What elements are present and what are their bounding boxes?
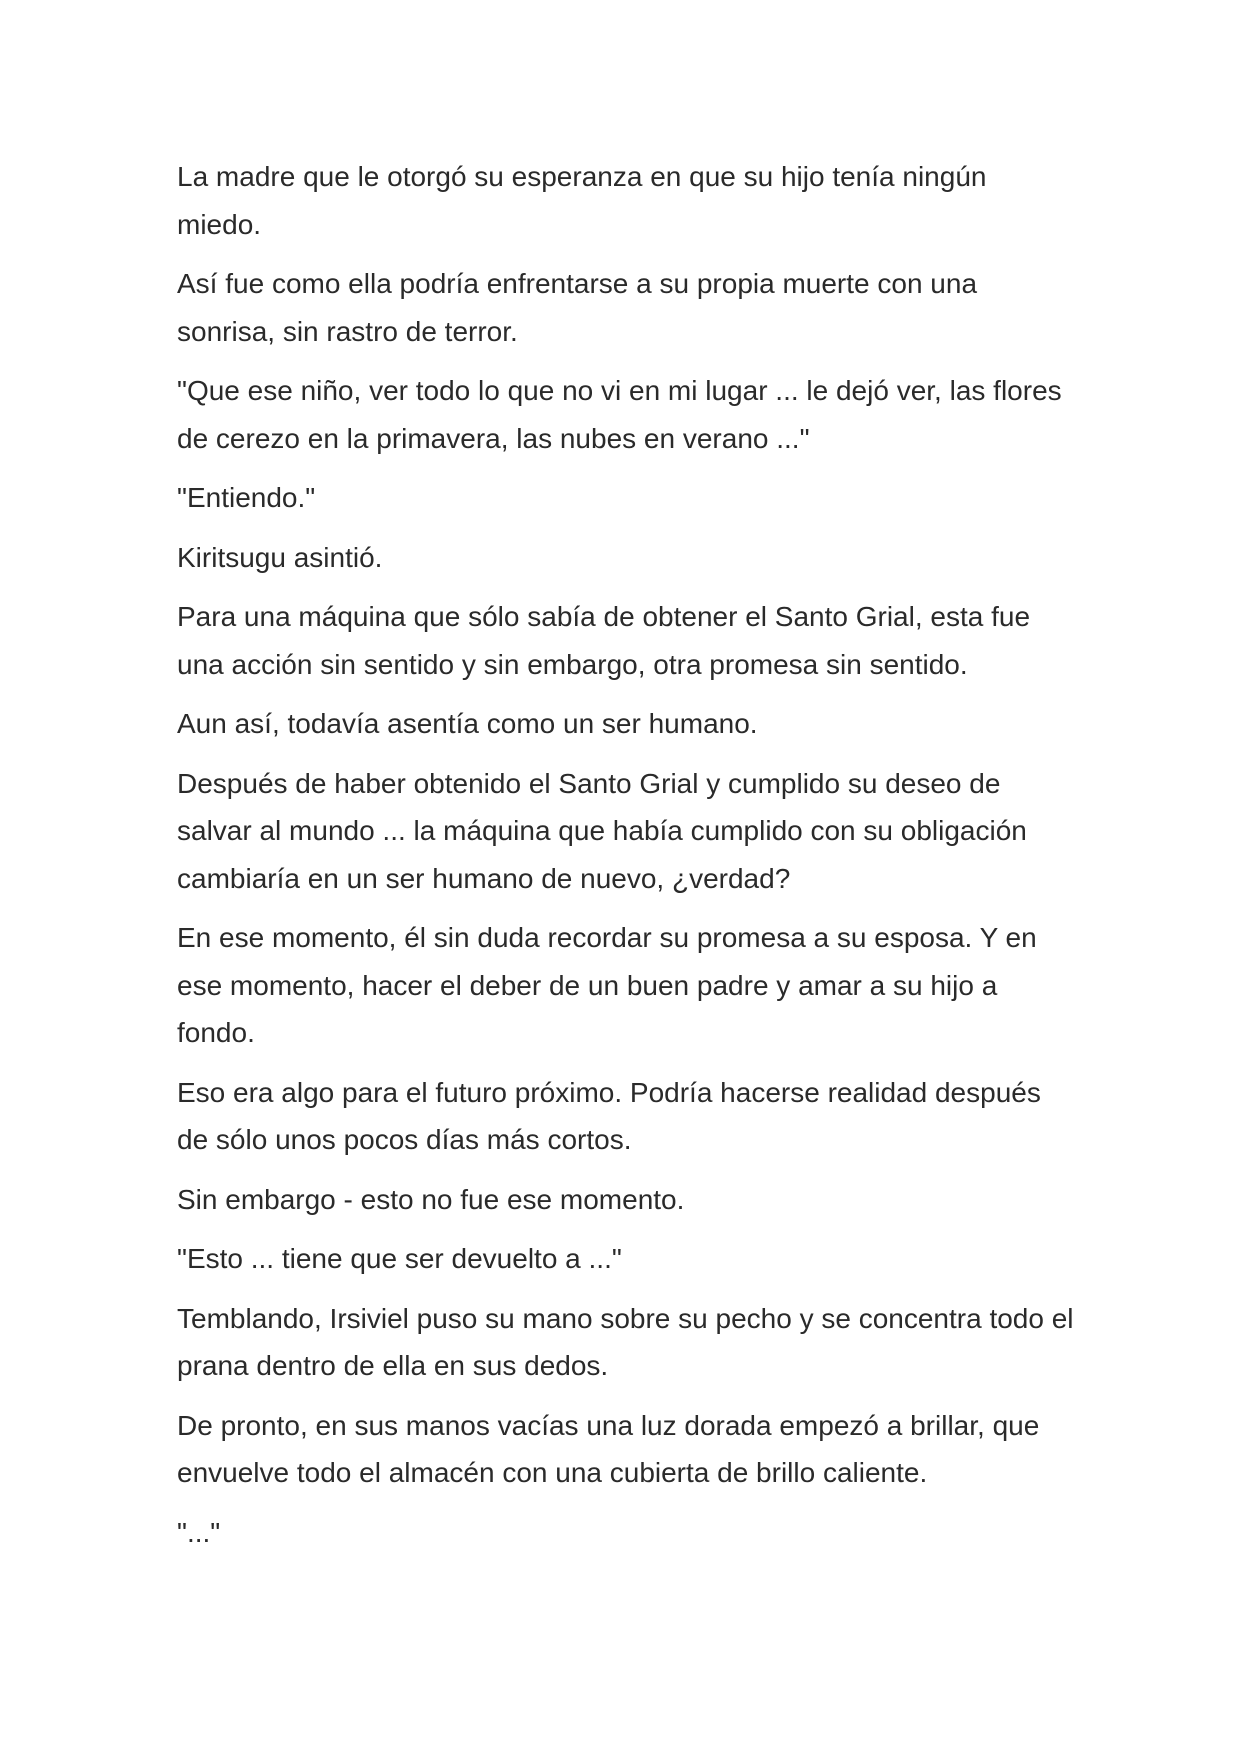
paragraph: La madre que le otorgó su esperanza en que su hijo tenía ningún miedo. <box>177 161 987 240</box>
paragraph: "..." <box>177 1516 221 1548</box>
paragraph: Así fue como ella podría enfrentarse a su propia muerte con una sonrisa, sin rastro de terror. <box>177 268 978 347</box>
paragraph: En ese momento, él sin duda recordar su promesa a su esposa. Y en ese momento, hacer el deber de un buen padre y amar a su hijo a fondo. <box>177 922 1037 1048</box>
paragraph: "Esto ... tiene que ser devuelto a ..." <box>177 1243 622 1274</box>
paragraph: Aun así, todavía asentía como un ser humano. <box>177 708 758 739</box>
paragraph: "Que ese niño, ver todo lo que no vi en mi lugar ... le dejó ver, las flores de cerezo en la primavera, las nubes en verano ..." <box>177 375 1062 454</box>
paragraph: Para una máquina que sólo sabía de obtener el Santo Grial, esta fue una acción sin sentido y sin embargo, otra promesa sin sentido. <box>177 601 1031 680</box>
paragraph: Temblando, Irsiviel puso su mano sobre su pecho y se concentra todo el prana dentro de ella en sus dedos. <box>177 1302 1074 1381</box>
body-text <box>177 153 1077 1568</box>
paragraph: "Entiendo." <box>177 482 316 513</box>
paragraph: De pronto, en sus manos vacías una luz dorada empezó a brillar, que envuelve todo el almacén con una cubierta de brillo caliente. <box>177 1409 1040 1488</box>
paragraph: Kiritsugu asintió. <box>177 541 383 573</box>
paragraph: Eso era algo para el futuro próximo. Podría hacerse realidad después de sólo unos pocos días más cortos. <box>177 1076 1041 1155</box>
paragraph: Después de haber obtenido el Santo Grial y cumplido su deseo de salvar al mundo ... la máquina que había cumplido con su obligación cambiaría en un ser humano de nuevo, ¿verdad? <box>177 767 1027 894</box>
paragraph: Sin embargo - esto no fue ese momento. <box>177 1183 685 1215</box>
